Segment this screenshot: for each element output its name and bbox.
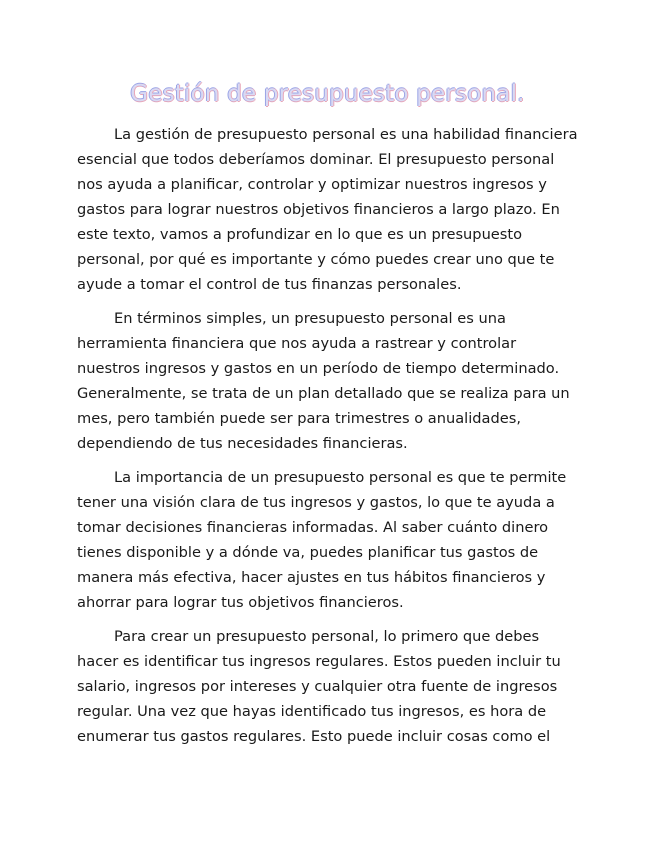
document-body xyxy=(77,122,580,758)
document-title: Gestión de presupuesto personal. xyxy=(130,81,525,107)
paragraph: Para crear un presupuesto personal, lo primero que debes hacer es identificar tus ingresos regulares. Estos pueden incluir tu salario, ingresos por intereses y cualquier otra fuente de ingresos regular. Una vez que hayas identificado tus ingresos, es hora de enumerar tus gastos regulares. Esto puede incluir cosas como el xyxy=(77,628,561,745)
paragraph: La importancia de un presupuesto personal es que te permite tener una visión clara de tus ingresos y gastos, lo que te ayuda a tomar decisiones financieras informadas. Al saber cuánto dinero tienes disponible y a dónde va, puedes planificar tus gastos de manera más efectiva, hacer ajustes en tus hábitos financieros y ahorrar para lograr tus objetivos financieros. xyxy=(77,469,567,611)
paragraph: La gestión de presupuesto personal es una habilidad financiera esencial que todos deberíamos dominar. El presupuesto personal nos ayuda a planificar, controlar y optimizar nuestros ingresos y gastos para lograr nuestros objetivos financieros a largo plazo. En este texto, vamos a profundizar en lo que es un presupuesto personal, por qué es importante y cómo puedes crear uno que te ayude a tomar el control de tus finanzas personales. xyxy=(77,126,578,293)
paragraph: En términos simples, un presupuesto personal es una herramienta financiera que nos ayuda a rastrear y controlar nuestros ingresos y gastos en un período de tiempo determinado. Generalmente, se trata de un plan detallado que se realiza para un mes, pero también puede ser para trimestres o anualidades, dependiendo de tus necesidades financieras. xyxy=(77,310,570,452)
